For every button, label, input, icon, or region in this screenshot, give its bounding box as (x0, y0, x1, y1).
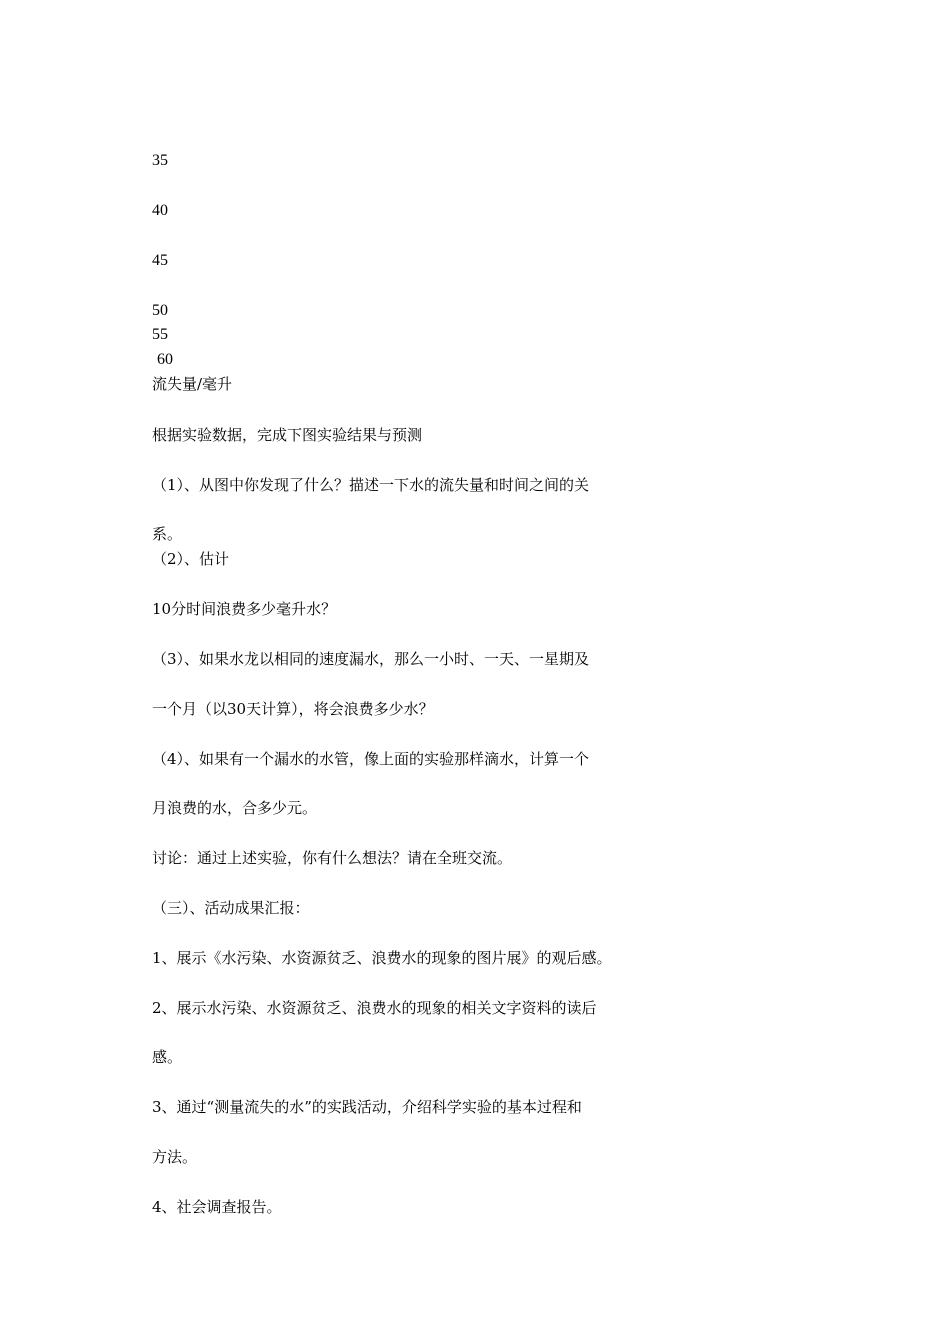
discussion-text: 讨论：通过上述实验，你有什么想法？请在全班交流。 (152, 849, 513, 867)
report-item-4: 4、社会调查报告。 (152, 1198, 282, 1216)
axis-tick-50: 50 (152, 302, 168, 319)
section-3-title: （三）、活动成果汇报： (152, 899, 310, 917)
report-item-1: 1、展示《水污染、水资源贫乏、浪费水的现象的图片展》的观后感。 (152, 949, 612, 967)
intro-text: 根据实验数据，完成下图实验结果与预测 (152, 426, 423, 444)
axis-label: 流失量/毫升 (152, 375, 233, 393)
axis-tick-35: 35 (152, 152, 168, 169)
question-1-line-1: （1）、从图中你发现了什么？描述一下水的流失量和时间之间的关 (152, 476, 590, 494)
report-item-3-line-2: 方法。 (152, 1148, 198, 1166)
report-item-2-line-1: 2、展示水污染、水资源贫乏、浪费水的现象的相关文字资料的读后 (152, 999, 597, 1017)
question-4-line-2: 月浪费的水，合多少元。 (152, 799, 318, 817)
question-3-line-1: （3）、如果水龙以相同的速度漏水，那么一小时、一天、一星期及 (152, 650, 590, 668)
question-4-line-1: （4）、如果有一个漏水的水管，像上面的实验那样滴水，计算一个 (152, 750, 590, 768)
axis-tick-40: 40 (152, 202, 168, 219)
report-item-3-line-1: 3、通过“测量流失的水”的实践活动，介绍科学实验的基本过程和 (152, 1098, 582, 1116)
question-2-line-1: （2）、估计 (152, 550, 230, 568)
report-item-2-line-2: 感。 (152, 1048, 183, 1066)
axis-tick-45: 45 (152, 252, 168, 269)
question-3-line-2: 一个月（以30天计算），将会浪费多少水？ (152, 700, 434, 718)
question-1-line-2: 系。 (152, 525, 183, 543)
axis-tick-55: 55 (152, 326, 168, 343)
question-2-line-2: 10分时间浪费多少毫升水？ (152, 600, 337, 618)
axis-tick-60: 60 (157, 351, 173, 368)
